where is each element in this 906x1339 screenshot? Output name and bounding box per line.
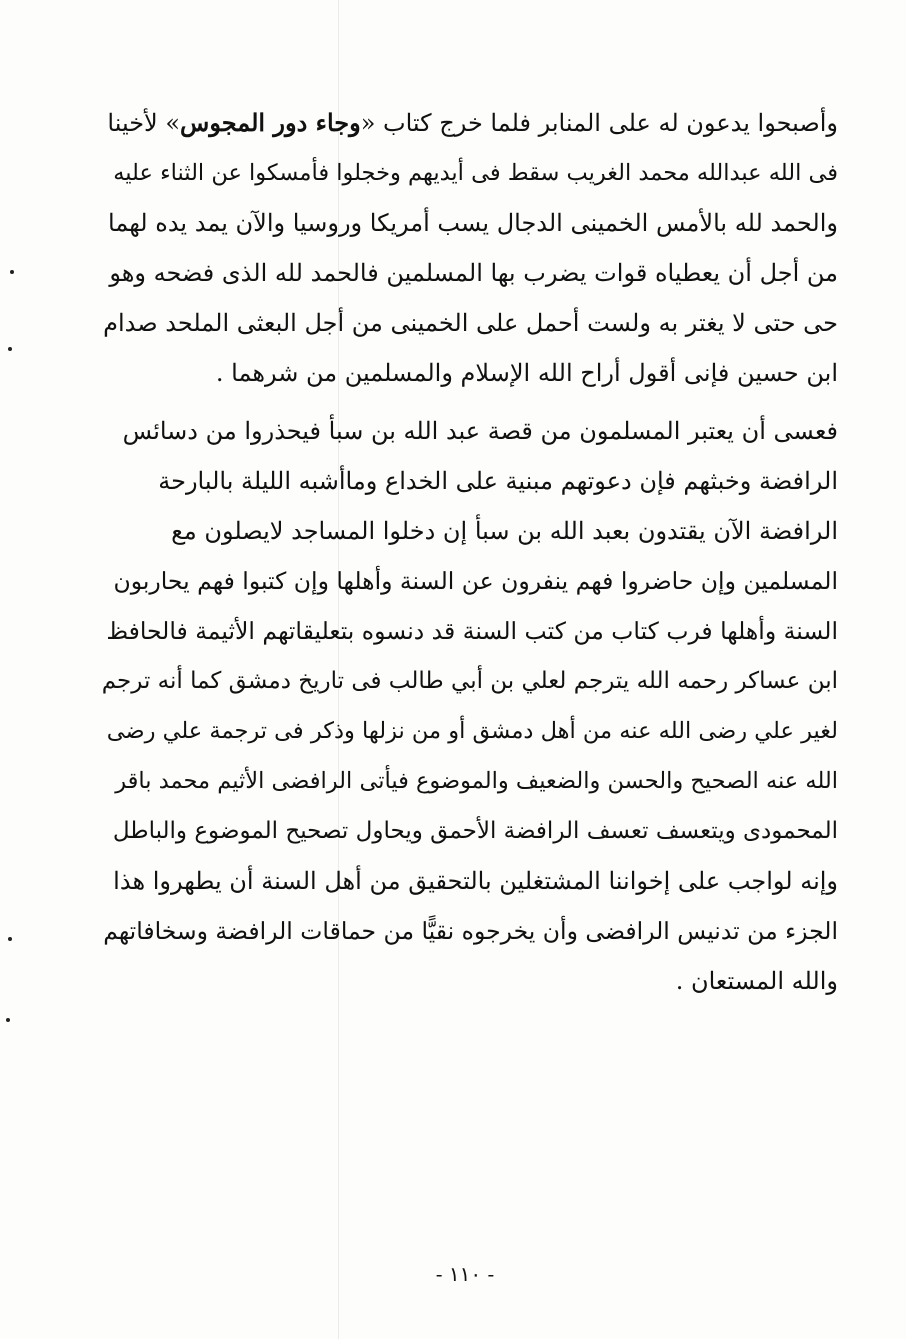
text-line: والله المستعان .	[675, 967, 838, 995]
text-line: الرافضة الآن يقتدون بعبد الله بن سبأ إن دخلوا المساجد لايصلون مع	[171, 517, 838, 545]
text-line: المسلمين وإن حاضروا فهم ينفرون عن السنة وأهلها وإن كتبوا فهم يحاربون	[113, 567, 838, 595]
paragraph-1	[100, 98, 838, 398]
text-segment: » لأخينا	[107, 109, 181, 137]
paragraph-2	[100, 406, 838, 1006]
text-line: حى حتى لا يغتر به ولست أحمل على الخمينى من أجل البعثى الملحد صدام	[103, 309, 838, 337]
text-line: فعسى أن يعتبر المسلمون من قصة عبد الله بن سبأ فيحذروا من دسائس	[122, 417, 838, 445]
book-title: وجاء دور المجوس	[180, 108, 361, 137]
page-number: - ١١٠ -	[435, 1262, 495, 1286]
margin-mark	[10, 270, 14, 274]
text-line: وإنه لواجب على إخواننا المشتغلين بالتحقيق من أهل السنة أن يطهروا هذا	[113, 867, 838, 895]
text-segment: وأصبحوا يدعون له على المنابر فلما خرج كتاب «	[360, 109, 838, 137]
text-line: فى الله عبدالله محمد الغريب سقط فى أيديهم وخجلوا فأمسكوا عن الثناء عليه	[113, 160, 838, 186]
margin-mark	[8, 937, 12, 941]
text-line: الرافضة وخبثهم فإن دعوتهم مبنية على الخداع وماأشبه الليلة بالبارحة	[158, 467, 838, 495]
text-line: لغير علي رضى الله عنه من أهل دمشق أو من نزلها وذكر فى ترجمة علي رضى	[106, 718, 838, 744]
text-line: من أجل أن يعطياه قوات يضرب بها المسلمين فالحمد لله الذى فضحه وهو	[109, 259, 838, 287]
text-line: ابن حسين فإنى أقول أراح الله الإسلام والمسلمين من شرهما .	[215, 359, 838, 387]
text-line: ابن عساكر رحمه الله يترجم لعلي بن أبي طالب فى تاريخ دمشق كما أنه ترجم	[101, 668, 838, 694]
text-line	[100, 98, 838, 148]
margin-mark	[6, 1018, 10, 1022]
text-line: السنة وأهلها فرب كتاب من كتب السنة قد دنسوه بتعليقاتهم الأثيمة فالحافظ	[106, 617, 838, 645]
text-line: المحمودى ويتعسف تعسف الرافضة الأحمق ويحاول تصحيح الموضوع والباطل	[112, 818, 838, 844]
text-line: والحمد لله بالأمس الخمينى الدجال يسب أمريكا وروسيا والآن يمد يده لهما	[108, 209, 838, 237]
margin-mark	[8, 347, 12, 351]
text-line: الجزء من تدنيس الرافضى وأن يخرجوه نقيًّا من حماقات الرافضة وسخافاتهم	[103, 917, 838, 945]
text-line: الله عنه الصحيح والحسن والضعيف والموضوع فيأتى الرافضى الأثيم محمد باقر	[115, 768, 838, 794]
